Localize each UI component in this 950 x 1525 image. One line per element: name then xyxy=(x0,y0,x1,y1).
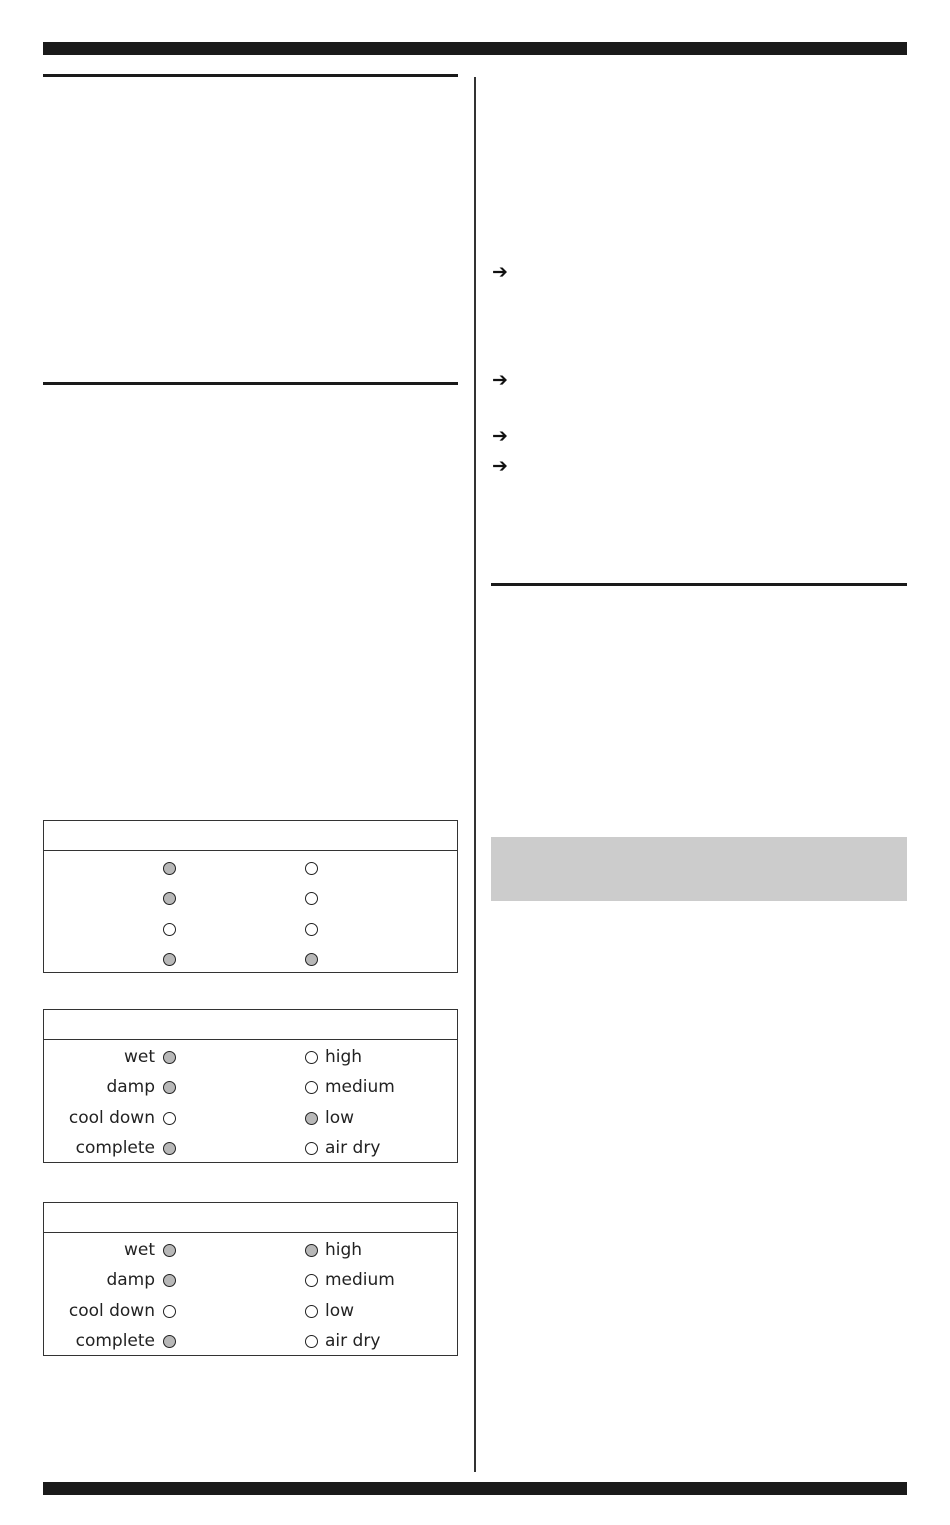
indicator-light-off-icon xyxy=(163,1305,176,1318)
indicator-light-on-icon xyxy=(163,1051,176,1064)
indicator-light-on-icon xyxy=(163,862,176,875)
indicator-row xyxy=(44,1265,457,1295)
indicator-light-on-icon xyxy=(305,953,318,966)
indicator-row xyxy=(44,1103,457,1133)
indicator-light-off-icon xyxy=(163,1112,176,1125)
temperature-label: low xyxy=(325,1107,355,1128)
temperature-label: air dry xyxy=(325,1330,381,1351)
indicator-light-on-icon xyxy=(163,953,176,966)
indicator-light-off-icon xyxy=(163,923,176,936)
indicator-row xyxy=(44,853,457,883)
indicator-row xyxy=(44,1133,457,1163)
indicator-row xyxy=(44,1296,457,1326)
arrow-bullet-icon: ➔ xyxy=(492,369,508,391)
indicator-panel-1 xyxy=(43,820,458,973)
status-label: cool down xyxy=(68,1300,155,1321)
panel-header xyxy=(44,1010,457,1040)
panel-header xyxy=(44,821,457,851)
indicator-light-off-icon xyxy=(305,1081,318,1094)
status-label: complete xyxy=(75,1330,155,1351)
indicator-row xyxy=(44,1326,457,1356)
temperature-label: high xyxy=(325,1240,363,1260)
temperature-label: high xyxy=(325,1047,363,1067)
panel-header xyxy=(44,1203,457,1233)
indicator-light-off-icon xyxy=(305,892,318,905)
temperature-label: air dry xyxy=(325,1137,381,1158)
temperature-label: low xyxy=(325,1300,355,1321)
indicator-light-off-icon xyxy=(305,923,318,936)
indicator-light-off-icon xyxy=(305,1051,318,1064)
temperature-label: medium xyxy=(325,1077,395,1098)
panel-body xyxy=(44,1233,457,1355)
indicator-row xyxy=(44,914,457,944)
status-label: damp xyxy=(106,1270,155,1291)
indicator-row xyxy=(44,1072,457,1102)
status-label: wet xyxy=(123,1240,155,1260)
column-divider xyxy=(474,77,476,1472)
indicator-light-off-icon xyxy=(305,1142,318,1155)
indicator-light-on-icon xyxy=(163,1335,176,1348)
section-rule-right-1 xyxy=(491,583,907,586)
status-label: wet xyxy=(123,1047,155,1067)
top-bar xyxy=(43,42,907,55)
panel-body xyxy=(44,1040,457,1162)
indicator-light-on-icon xyxy=(163,1142,176,1155)
indicator-light-off-icon xyxy=(305,1335,318,1348)
indicator-light-off-icon xyxy=(305,862,318,875)
indicator-light-off-icon xyxy=(305,1305,318,1318)
arrow-bullet-icon: ➔ xyxy=(492,425,508,447)
indicator-light-on-icon xyxy=(163,1081,176,1094)
indicator-light-off-icon xyxy=(305,1274,318,1287)
status-label: complete xyxy=(75,1137,155,1158)
indicator-light-on-icon xyxy=(163,1244,176,1257)
indicator-row xyxy=(44,883,457,913)
indicator-light-on-icon xyxy=(163,892,176,905)
indicator-row xyxy=(44,944,457,974)
indicator-panel-3 xyxy=(43,1202,458,1356)
temperature-label: medium xyxy=(325,1270,395,1291)
indicator-light-on-icon xyxy=(163,1274,176,1287)
indicator-panel-2 xyxy=(43,1009,458,1163)
panel-body xyxy=(44,851,457,972)
status-label: cool down xyxy=(68,1107,155,1128)
indicator-light-on-icon xyxy=(305,1112,318,1125)
indicator-row xyxy=(44,1235,457,1265)
indicator-light-on-icon xyxy=(305,1244,318,1257)
indicator-row xyxy=(44,1042,457,1072)
note-box xyxy=(491,837,907,901)
bottom-bar xyxy=(43,1482,907,1495)
arrow-bullet-icon: ➔ xyxy=(492,455,508,477)
section-rule-left-2 xyxy=(43,382,458,385)
section-rule-left-1 xyxy=(43,74,458,77)
arrow-bullet-icon: ➔ xyxy=(492,261,508,283)
status-label: damp xyxy=(106,1077,155,1098)
